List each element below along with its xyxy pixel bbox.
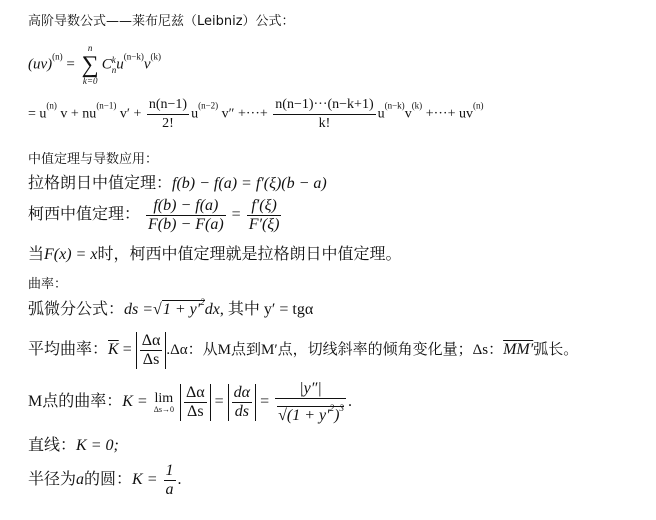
- circle-num: 1: [165, 462, 174, 479]
- term-u-sup: (n−k): [123, 51, 144, 62]
- leibniz-formula: [28, 44, 161, 86]
- point-end: .: [347, 393, 352, 411]
- frac-n-n1-over-2: [147, 96, 189, 133]
- arc-sqrt: √: [153, 301, 162, 318]
- term-c-sup: k: [111, 55, 116, 65]
- circle-label: 半径为: [28, 471, 77, 489]
- point-label: M点的曲率：: [28, 393, 123, 411]
- note-prefix: 当: [28, 246, 45, 263]
- exp-u-n2: (n−2): [198, 100, 219, 111]
- lagrange-label: 拉格朗日中值定理：: [28, 175, 173, 192]
- avg-den: Δs: [142, 351, 160, 368]
- cauchy-den: F(b) − F(a): [148, 216, 224, 233]
- point-abs2: [228, 384, 256, 421]
- arc-radicand-text: 1 + y′: [162, 301, 201, 318]
- point-den3-sqrt: $√(1 + y'^2)^3$: [278, 403, 344, 424]
- leibniz-sum: [82, 44, 99, 86]
- note-formula: F(x) = x: [44, 246, 98, 263]
- line-formula: K = 0;: [76, 437, 119, 454]
- arc-ds: ds =: [124, 301, 154, 318]
- lagrange-formula: f(b) − f(a) = f′(ξ)(b − a): [172, 175, 327, 192]
- avg-mm: MM′: [503, 341, 534, 359]
- lim-word: lim: [154, 390, 174, 406]
- leibniz-lhs: (uv): [28, 56, 53, 73]
- point-num1: Δα: [185, 384, 205, 401]
- point-den3-text: (1 + y′: [286, 407, 330, 424]
- line-curvature: [28, 432, 119, 455]
- arc-radicand: [162, 297, 205, 318]
- exp-u-n: (n): [46, 100, 57, 111]
- circle-frac: [164, 462, 176, 499]
- frac1-den: 2!: [162, 116, 174, 131]
- cauchy-eq: =: [231, 206, 241, 224]
- point-frac2: [232, 384, 252, 421]
- circle-a: a: [76, 471, 85, 489]
- point-curvature-line: [28, 380, 352, 425]
- cauchy-num: f(b) − f(a): [146, 197, 226, 216]
- exp-v2-dots: v″ +···+: [221, 106, 268, 122]
- point-frac1: [184, 384, 207, 421]
- point-den3-close: ): [334, 407, 340, 424]
- lim-sub: Δs→0: [153, 404, 174, 414]
- point-num2: dα: [233, 384, 251, 401]
- frac1-num: n(n−1): [147, 96, 189, 115]
- circle-k: K =: [132, 471, 158, 489]
- point-den3-sup: 2: [329, 403, 335, 413]
- exp-u-nk: (n−k): [384, 100, 405, 111]
- circle-end: .: [177, 471, 182, 489]
- avg-curvature-line: [28, 332, 578, 369]
- arc-dx: dx: [204, 301, 220, 318]
- point-frac3: [275, 380, 346, 425]
- circle-den: a: [165, 481, 174, 498]
- cauchy-frac-left: [146, 197, 226, 234]
- point-num3: |y″|: [275, 380, 346, 399]
- sum-upper: n: [87, 43, 93, 53]
- leibniz-expansion: [28, 96, 483, 133]
- leibniz-title: 高阶导数公式——莱布尼兹（Leibniz）公式：: [28, 14, 295, 29]
- point-lim: [154, 392, 174, 414]
- term-v: v: [143, 56, 151, 73]
- arc-label: 弧微分公式：: [28, 301, 125, 318]
- avg-label: 平均曲率：: [28, 341, 109, 359]
- avg-num: Δα: [141, 332, 161, 349]
- avg-tail: 弧长。: [533, 342, 579, 359]
- point-eq1: =: [214, 393, 224, 411]
- arc-radicand-sup: 2: [200, 297, 205, 307]
- mvt-note: [28, 241, 401, 264]
- note-suffix: 时，柯西中值定理就是拉格朗日中值定理。: [97, 246, 402, 263]
- circle-label2: 的圆：: [84, 471, 133, 489]
- term-u: u: [116, 56, 124, 73]
- exp-v-k: (k): [411, 100, 423, 111]
- avg-frac: [140, 332, 163, 369]
- term-v-sup: (k): [150, 51, 161, 62]
- avg-desc: .Δα：从M点到M′点，切线斜率的倾角变化量；Δs：: [166, 342, 504, 359]
- avg-abs: [136, 332, 167, 369]
- frac-general-term: [273, 96, 375, 133]
- cauchy-line: [28, 197, 283, 234]
- avg-k: $\overline{K}$: [108, 341, 119, 359]
- exp-v: v: [404, 106, 412, 122]
- point-den3: [275, 399, 346, 425]
- point-den2: ds: [234, 403, 249, 420]
- exp-v-plus-nu: v + nu: [60, 106, 97, 122]
- exp-v-n: (n): [472, 100, 484, 111]
- mvt-title: 中值定理与导数应用：: [28, 152, 159, 167]
- point-abs1: [180, 384, 211, 421]
- frac2-den: k!: [318, 116, 331, 131]
- curvature-title: 曲率：: [28, 277, 68, 292]
- sum-lower: k=0: [82, 76, 98, 86]
- point-den3-pow: 3: [339, 403, 344, 413]
- cauchy-frac-right: [247, 197, 282, 234]
- term-c-sub: n: [111, 65, 117, 75]
- arc-where: , 其中 y′ = tgα: [219, 301, 314, 318]
- exp-u2: u: [377, 106, 385, 122]
- avg-eq: =: [122, 341, 132, 359]
- cauchy-label: 柯西中值定理：: [28, 206, 141, 224]
- exp-start: = u: [28, 106, 47, 122]
- cauchy-rnum: f′(ξ): [247, 197, 282, 216]
- point-k: K =: [122, 393, 148, 411]
- arc-line: [28, 296, 313, 319]
- frac2-num: n(n−1)···(n−k+1): [273, 96, 375, 115]
- point-den1: Δs: [187, 403, 204, 420]
- line-label: 直线：: [28, 437, 77, 454]
- sum-symbol: ∑: [81, 52, 99, 78]
- cauchy-rden: F′(ξ): [248, 216, 280, 233]
- exp-vprime-plus: v′ +: [119, 106, 142, 122]
- exp-u-n1: (n−1): [96, 100, 117, 111]
- leibniz-lhs-order: (n): [52, 51, 63, 62]
- lagrange-line: [28, 170, 327, 193]
- term-c: C: [101, 56, 112, 73]
- exp-tail: +···+ uv: [425, 106, 473, 122]
- point-eq2: =: [260, 393, 270, 411]
- exp-u: u: [191, 106, 199, 122]
- circle-curvature: [28, 462, 182, 499]
- leibniz-eq: =: [66, 56, 75, 73]
